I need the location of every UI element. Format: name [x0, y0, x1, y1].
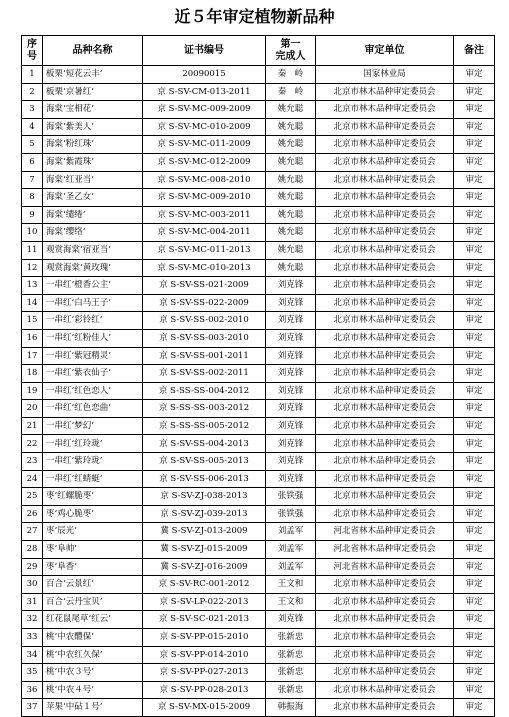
cell-num: 10 — [22, 224, 43, 242]
cell-approval-unit: 北京市林木品种审定委员会 — [316, 681, 454, 699]
cell-first-completer: 姚允聪 — [266, 241, 316, 259]
cell-certificate-number: 京 S-SV-PP-028-2013 — [143, 681, 266, 699]
table-row — [22, 558, 495, 576]
cell-certificate-number: 冀 S-SV-ZJ-016-2009 — [143, 558, 266, 576]
cell-first-completer: 刘克锋 — [266, 329, 316, 347]
header-person-line1: 第一 — [280, 38, 301, 50]
cell-approval-unit: 北京市林木品种审定委员会 — [316, 153, 454, 171]
table-row — [22, 365, 495, 383]
cell-note: 审定 — [454, 576, 495, 594]
cell-variety-name: 一串红‘红粉佳人’ — [43, 329, 143, 347]
table-row — [22, 470, 495, 488]
cell-certificate-number: 京 S-SV-SS-003-2010 — [143, 329, 266, 347]
cell-certificate-number: 京 S-SV-SS-021-2009 — [143, 277, 266, 295]
cell-approval-unit: 北京市林木品种审定委员会 — [316, 699, 454, 717]
cell-first-completer: 姚允聪 — [266, 224, 316, 242]
cell-variety-name: 海棠‘紫霞珠’ — [43, 153, 143, 171]
cell-note: 审定 — [454, 206, 495, 224]
cell-num: 13 — [22, 277, 43, 295]
cell-certificate-number: 京 S-SV-RC-001-2012 — [143, 576, 266, 594]
cell-certificate-number: 京 S-SV-CM-013-2011 — [143, 83, 266, 101]
cell-num: 16 — [22, 329, 43, 347]
cell-approval-unit: 北京市林木品种审定委员会 — [316, 241, 454, 259]
cell-first-completer: 王文和 — [266, 593, 316, 611]
cell-first-completer: 刘孟军 — [266, 523, 316, 541]
cell-first-completer: 刘克锋 — [266, 312, 316, 330]
cell-first-completer: 张铁强 — [266, 505, 316, 523]
table-row — [22, 294, 495, 312]
cell-num: 5 — [22, 136, 43, 154]
cell-approval-unit: 北京市林木品种审定委员会 — [316, 382, 454, 400]
cell-variety-name: 海棠‘缨络’ — [43, 224, 143, 242]
table-row — [22, 453, 495, 471]
cell-approval-unit: 北京市林木品种审定委员会 — [316, 470, 454, 488]
table-row — [22, 83, 495, 101]
cell-num: 33 — [22, 629, 43, 647]
cell-variety-name: 海棠‘缱绻’ — [43, 206, 143, 224]
cell-num: 6 — [22, 153, 43, 171]
cell-note: 审定 — [454, 681, 495, 699]
cell-note: 审定 — [454, 629, 495, 647]
cell-approval-unit: 河北省林木品种审定委员会 — [316, 523, 454, 541]
cell-note: 审定 — [454, 189, 495, 207]
cell-num: 27 — [22, 523, 43, 541]
cell-approval-unit: 北京市林木品种审定委员会 — [316, 329, 454, 347]
cell-num: 7 — [22, 171, 43, 189]
header-num-line2: 号 — [27, 50, 37, 62]
cell-first-completer: 刘克锋 — [266, 470, 316, 488]
cell-certificate-number: 京 S-SV-MC-003-2011 — [143, 206, 266, 224]
cell-first-completer: 张铁强 — [266, 488, 316, 506]
cell-note: 审定 — [454, 453, 495, 471]
cell-certificate-number: 京 S-SS-SS-004-2012 — [143, 382, 266, 400]
cell-note: 审定 — [454, 382, 495, 400]
cell-variety-name: 枣‘红螺脆枣’ — [43, 488, 143, 506]
cell-num: 25 — [22, 488, 43, 506]
cell-approval-unit: 河北省林木品种审定委员会 — [316, 558, 454, 576]
cell-certificate-number: 京 S-SV-PP-027-2013 — [143, 664, 266, 682]
cell-first-completer: 姚允聪 — [266, 259, 316, 277]
cell-num: 21 — [22, 417, 43, 435]
cell-note: 审定 — [454, 259, 495, 277]
cell-approval-unit: 北京市林木品种审定委员会 — [316, 400, 454, 418]
cell-note: 审定 — [454, 435, 495, 453]
cell-certificate-number: 20090015 — [143, 66, 266, 84]
cell-approval-unit: 北京市林木品种审定委员会 — [316, 189, 454, 207]
cell-approval-unit: 北京市林木品种审定委员会 — [316, 136, 454, 154]
cell-first-completer: 刘克锋 — [266, 277, 316, 295]
table-row — [22, 259, 495, 277]
table-header-row — [22, 36, 495, 66]
cell-first-completer: 韩振海 — [266, 699, 316, 717]
cell-certificate-number: 京 S-SV-ZJ-039-2013 — [143, 505, 266, 523]
table-row — [22, 664, 495, 682]
cell-first-completer: 刘克锋 — [266, 365, 316, 383]
cell-num: 19 — [22, 382, 43, 400]
cell-variety-name: 一串红‘红蜻蜓’ — [43, 470, 143, 488]
cell-variety-name: 桃‘中农红久保’ — [43, 646, 143, 664]
table-row — [22, 118, 495, 136]
table-row — [22, 241, 495, 259]
cell-certificate-number: 京 S-SV-PP-014-2010 — [143, 646, 266, 664]
cell-first-completer: 姚允聪 — [266, 101, 316, 119]
cell-variety-name: 一串红‘彩铃红’ — [43, 312, 143, 330]
cell-variety-name: 一串红‘紫衣仙子’ — [43, 365, 143, 383]
cell-approval-unit: 北京市林木品种审定委员会 — [316, 259, 454, 277]
table-row — [22, 681, 495, 699]
cell-first-completer: 刘克锋 — [266, 382, 316, 400]
cell-variety-name: 海棠‘圣乙女’ — [43, 189, 143, 207]
cell-variety-name: 板栗‘短花云丰’ — [43, 66, 143, 84]
cell-certificate-number: 京 S-SV-LP-022-2013 — [143, 593, 266, 611]
cell-num: 8 — [22, 189, 43, 207]
cell-approval-unit: 国家林业局 — [316, 66, 454, 84]
cell-num: 3 — [22, 101, 43, 119]
table-row — [22, 189, 495, 207]
varieties-table — [21, 35, 495, 717]
cell-approval-unit: 北京市林木品种审定委员会 — [316, 365, 454, 383]
cell-first-completer: 姚允聪 — [266, 118, 316, 136]
cell-num: 31 — [22, 593, 43, 611]
cell-first-completer: 姚允聪 — [266, 136, 316, 154]
header-note: 备注 — [454, 36, 495, 66]
cell-note: 审定 — [454, 488, 495, 506]
cell-num: 28 — [22, 541, 43, 559]
cell-note: 审定 — [454, 541, 495, 559]
cell-num: 1 — [22, 66, 43, 84]
cell-num: 12 — [22, 259, 43, 277]
cell-note: 审定 — [454, 699, 495, 717]
cell-variety-name: 枣‘辰光’ — [43, 523, 143, 541]
cell-certificate-number: 京 S-SV-MC-010-2009 — [143, 118, 266, 136]
cell-certificate-number: 京 S-SV-SS-006-2013 — [143, 470, 266, 488]
cell-first-completer: 张新忠 — [266, 681, 316, 699]
table-body — [22, 66, 495, 717]
cell-variety-name: 海棠‘红亚当’ — [43, 171, 143, 189]
cell-num: 20 — [22, 400, 43, 418]
cell-certificate-number: 京 S-SV-MC-012-2009 — [143, 153, 266, 171]
cell-variety-name: 枣‘阜香’ — [43, 558, 143, 576]
table-row — [22, 541, 495, 559]
table-row — [22, 646, 495, 664]
cell-num: 26 — [22, 505, 43, 523]
cell-variety-name: 一串红‘紫冠精灵’ — [43, 347, 143, 365]
cell-certificate-number: 京 S-SV-SS-022-2009 — [143, 294, 266, 312]
cell-note: 审定 — [454, 118, 495, 136]
cell-note: 审定 — [454, 277, 495, 295]
cell-variety-name: 一串红‘红色恋曲’ — [43, 400, 143, 418]
cell-approval-unit: 河北省林木品种审定委员会 — [316, 541, 454, 559]
cell-note: 审定 — [454, 417, 495, 435]
cell-first-completer: 姚允聪 — [266, 206, 316, 224]
cell-note: 审定 — [454, 153, 495, 171]
cell-approval-unit: 北京市林木品种审定委员会 — [316, 646, 454, 664]
cell-num: 9 — [22, 206, 43, 224]
cell-note: 审定 — [454, 329, 495, 347]
cell-num: 11 — [22, 241, 43, 259]
cell-approval-unit: 北京市林木品种审定委员会 — [316, 488, 454, 506]
header-name: 品种名称 — [43, 36, 143, 66]
cell-variety-name: 一串红‘红玲珑’ — [43, 435, 143, 453]
cell-certificate-number: 京 S-SV-SS-002-2011 — [143, 365, 266, 383]
table-row — [22, 593, 495, 611]
cell-approval-unit: 北京市林木品种审定委员会 — [316, 629, 454, 647]
cell-approval-unit: 北京市林木品种审定委员会 — [316, 171, 454, 189]
table-row — [22, 101, 495, 119]
cell-first-completer: 刘克锋 — [266, 400, 316, 418]
cell-approval-unit: 北京市林木品种审定委员会 — [316, 83, 454, 101]
table-row — [22, 523, 495, 541]
header-person — [266, 36, 316, 66]
cell-approval-unit: 北京市林木品种审定委员会 — [316, 505, 454, 523]
cell-first-completer: 姚允聪 — [266, 189, 316, 207]
cell-num: 15 — [22, 312, 43, 330]
header-num — [22, 36, 43, 66]
header-person-line2: 完成人 — [275, 50, 306, 62]
cell-variety-name: 枣‘鸡心脆枣’ — [43, 505, 143, 523]
cell-num: 4 — [22, 118, 43, 136]
cell-num: 2 — [22, 83, 43, 101]
cell-first-completer: 秦 岭 — [266, 66, 316, 84]
cell-approval-unit: 北京市林木品种审定委员会 — [316, 312, 454, 330]
cell-note: 审定 — [454, 101, 495, 119]
cell-certificate-number: 京 S-SV-MC-011-2009 — [143, 136, 266, 154]
cell-first-completer: 刘孟军 — [266, 558, 316, 576]
cell-variety-name: 百合‘云景红’ — [43, 576, 143, 594]
cell-first-completer: 刘克锋 — [266, 435, 316, 453]
cell-certificate-number: 京 S-SV-MC-010-2013 — [143, 259, 266, 277]
cell-certificate-number: 京 S-SV-MC-011-2013 — [143, 241, 266, 259]
cell-first-completer: 王文和 — [266, 576, 316, 594]
cell-first-completer: 姚允聪 — [266, 171, 316, 189]
cell-variety-name: 一串红‘红色恋人’ — [43, 382, 143, 400]
cell-note: 审定 — [454, 83, 495, 101]
table-row — [22, 329, 495, 347]
cell-num: 17 — [22, 347, 43, 365]
cell-first-completer: 张新忠 — [266, 646, 316, 664]
table-row — [22, 629, 495, 647]
cell-approval-unit: 北京市林木品种审定委员会 — [316, 417, 454, 435]
table-row — [22, 699, 495, 717]
table-row — [22, 136, 495, 154]
table-row — [22, 488, 495, 506]
cell-variety-name: 观赏海棠‘宿亚当’ — [43, 241, 143, 259]
cell-note: 审定 — [454, 136, 495, 154]
cell-certificate-number: 京 S-SS-SS-005-2012 — [143, 417, 266, 435]
cell-note: 审定 — [454, 611, 495, 629]
cell-num: 18 — [22, 365, 43, 383]
cell-first-completer: 刘孟军 — [266, 541, 316, 559]
cell-first-completer: 姚允聪 — [266, 153, 316, 171]
cell-approval-unit: 北京市林木品种审定委员会 — [316, 435, 454, 453]
cell-variety-name: 海棠‘紫美人’ — [43, 118, 143, 136]
table-row — [22, 505, 495, 523]
cell-variety-name: 红花鼠尾草‘红云’ — [43, 611, 143, 629]
cell-note: 审定 — [454, 400, 495, 418]
cell-num: 24 — [22, 470, 43, 488]
cell-certificate-number: 京 S-SV-SS-002-2010 — [143, 312, 266, 330]
cell-num: 35 — [22, 664, 43, 682]
cell-num: 30 — [22, 576, 43, 594]
cell-certificate-number: 京 S-SV-MC-009-2009 — [143, 101, 266, 119]
cell-note: 审定 — [454, 312, 495, 330]
cell-approval-unit: 北京市林木品种审定委员会 — [316, 453, 454, 471]
table-row — [22, 382, 495, 400]
cell-note: 审定 — [454, 224, 495, 242]
header-num-line1: 序 — [27, 38, 37, 50]
cell-note: 审定 — [454, 593, 495, 611]
table-row — [22, 277, 495, 295]
cell-certificate-number: 冀 S-SV-ZJ-015-2009 — [143, 541, 266, 559]
cell-approval-unit: 北京市林木品种审定委员会 — [316, 224, 454, 242]
cell-variety-name: 桃‘中农醴保’ — [43, 629, 143, 647]
cell-first-completer: 刘克锋 — [266, 294, 316, 312]
cell-note: 审定 — [454, 171, 495, 189]
cell-note: 审定 — [454, 365, 495, 383]
cell-variety-name: 观赏海棠‘黄玫瑰’ — [43, 259, 143, 277]
cell-certificate-number: 京 S-SV-PP-015-2010 — [143, 629, 266, 647]
cell-first-completer: 张新忠 — [266, 664, 316, 682]
cell-approval-unit: 北京市林木品种审定委员会 — [316, 576, 454, 594]
cell-num: 29 — [22, 558, 43, 576]
cell-note: 审定 — [454, 241, 495, 259]
cell-num: 23 — [22, 453, 43, 471]
cell-first-completer: 刘克锋 — [266, 453, 316, 471]
table-row — [22, 66, 495, 84]
header-unit: 审定单位 — [316, 36, 454, 66]
cell-num: 36 — [22, 681, 43, 699]
cell-variety-name: 海棠‘粉红珠’ — [43, 136, 143, 154]
table-row — [22, 435, 495, 453]
cell-certificate-number: 京 S-SV-SC-021-2013 — [143, 611, 266, 629]
cell-approval-unit: 北京市林木品种审定委员会 — [316, 593, 454, 611]
cell-certificate-number: 京 S-SV-ZJ-038-2013 — [143, 488, 266, 506]
cell-first-completer: 秦 岭 — [266, 83, 316, 101]
cell-num: 32 — [22, 611, 43, 629]
cell-variety-name: 板栗‘京暑红’ — [43, 83, 143, 101]
cell-note: 审定 — [454, 505, 495, 523]
cell-approval-unit: 北京市林木品种审定委员会 — [316, 101, 454, 119]
cell-note: 审定 — [454, 294, 495, 312]
table-row — [22, 224, 495, 242]
cell-first-completer: 刘克锋 — [266, 611, 316, 629]
cell-certificate-number: 京 S-SV-MC-009-2010 — [143, 189, 266, 207]
cell-approval-unit: 北京市林木品种审定委员会 — [316, 611, 454, 629]
cell-first-completer: 刘克锋 — [266, 347, 316, 365]
cell-variety-name: 一串红‘梦幻’ — [43, 417, 143, 435]
cell-variety-name: 桃‘中农４号’ — [43, 681, 143, 699]
cell-num: 37 — [22, 699, 43, 717]
cell-variety-name: 桃‘中农３号’ — [43, 664, 143, 682]
cell-num: 14 — [22, 294, 43, 312]
table-row — [22, 611, 495, 629]
cell-certificate-number: 京 S-SV-SS-001-2011 — [143, 347, 266, 365]
table-row — [22, 347, 495, 365]
table-row — [22, 417, 495, 435]
table-row — [22, 312, 495, 330]
table-row — [22, 576, 495, 594]
cell-note: 审定 — [454, 523, 495, 541]
cell-certificate-number: 京 S-SV-SS-004-2013 — [143, 435, 266, 453]
cell-variety-name: 枣‘阜帅’ — [43, 541, 143, 559]
table-row — [22, 153, 495, 171]
cell-note: 审定 — [454, 646, 495, 664]
header-cert: 证书编号 — [143, 36, 266, 66]
cell-certificate-number: 冀 S-SV-ZJ-013-2009 — [143, 523, 266, 541]
cell-approval-unit: 北京市林木品种审定委员会 — [316, 664, 454, 682]
cell-certificate-number: 京 S-SV-SS-005-2013 — [143, 453, 266, 471]
cell-variety-name: 一串红‘白马王子’ — [43, 294, 143, 312]
cell-certificate-number: 京 S-SS-SS-003-2012 — [143, 400, 266, 418]
table-row — [22, 206, 495, 224]
table-row — [22, 171, 495, 189]
cell-variety-name: 一串红‘橙香公主’ — [43, 277, 143, 295]
cell-certificate-number: 京 S-SV-MX-015-2009 — [143, 699, 266, 717]
cell-num: 34 — [22, 646, 43, 664]
cell-variety-name: 苹果‘中砧１号’ — [43, 699, 143, 717]
cell-certificate-number: 京 S-SV-MC-004-2011 — [143, 224, 266, 242]
cell-certificate-number: 京 S-SV-MC-008-2010 — [143, 171, 266, 189]
cell-variety-name: 百合‘云丹宝贝’ — [43, 593, 143, 611]
cell-note: 审定 — [454, 664, 495, 682]
table-row — [22, 400, 495, 418]
cell-note: 审定 — [454, 66, 495, 84]
cell-note: 审定 — [454, 558, 495, 576]
cell-approval-unit: 北京市林木品种审定委员会 — [316, 206, 454, 224]
cell-note: 审定 — [454, 347, 495, 365]
document-title: 近５年审定植物新品种 — [174, 7, 335, 26]
cell-note: 审定 — [454, 470, 495, 488]
cell-first-completer: 张新忠 — [266, 629, 316, 647]
cell-variety-name: 一串红‘紫玲珑’ — [43, 453, 143, 471]
cell-num: 22 — [22, 435, 43, 453]
cell-variety-name: 海棠‘宝相花’ — [43, 101, 143, 119]
cell-approval-unit: 北京市林木品种审定委员会 — [316, 294, 454, 312]
cell-approval-unit: 北京市林木品种审定委员会 — [316, 347, 454, 365]
cell-approval-unit: 北京市林木品种审定委员会 — [316, 277, 454, 295]
cell-first-completer: 刘克锋 — [266, 417, 316, 435]
cell-approval-unit: 北京市林木品种审定委员会 — [316, 118, 454, 136]
